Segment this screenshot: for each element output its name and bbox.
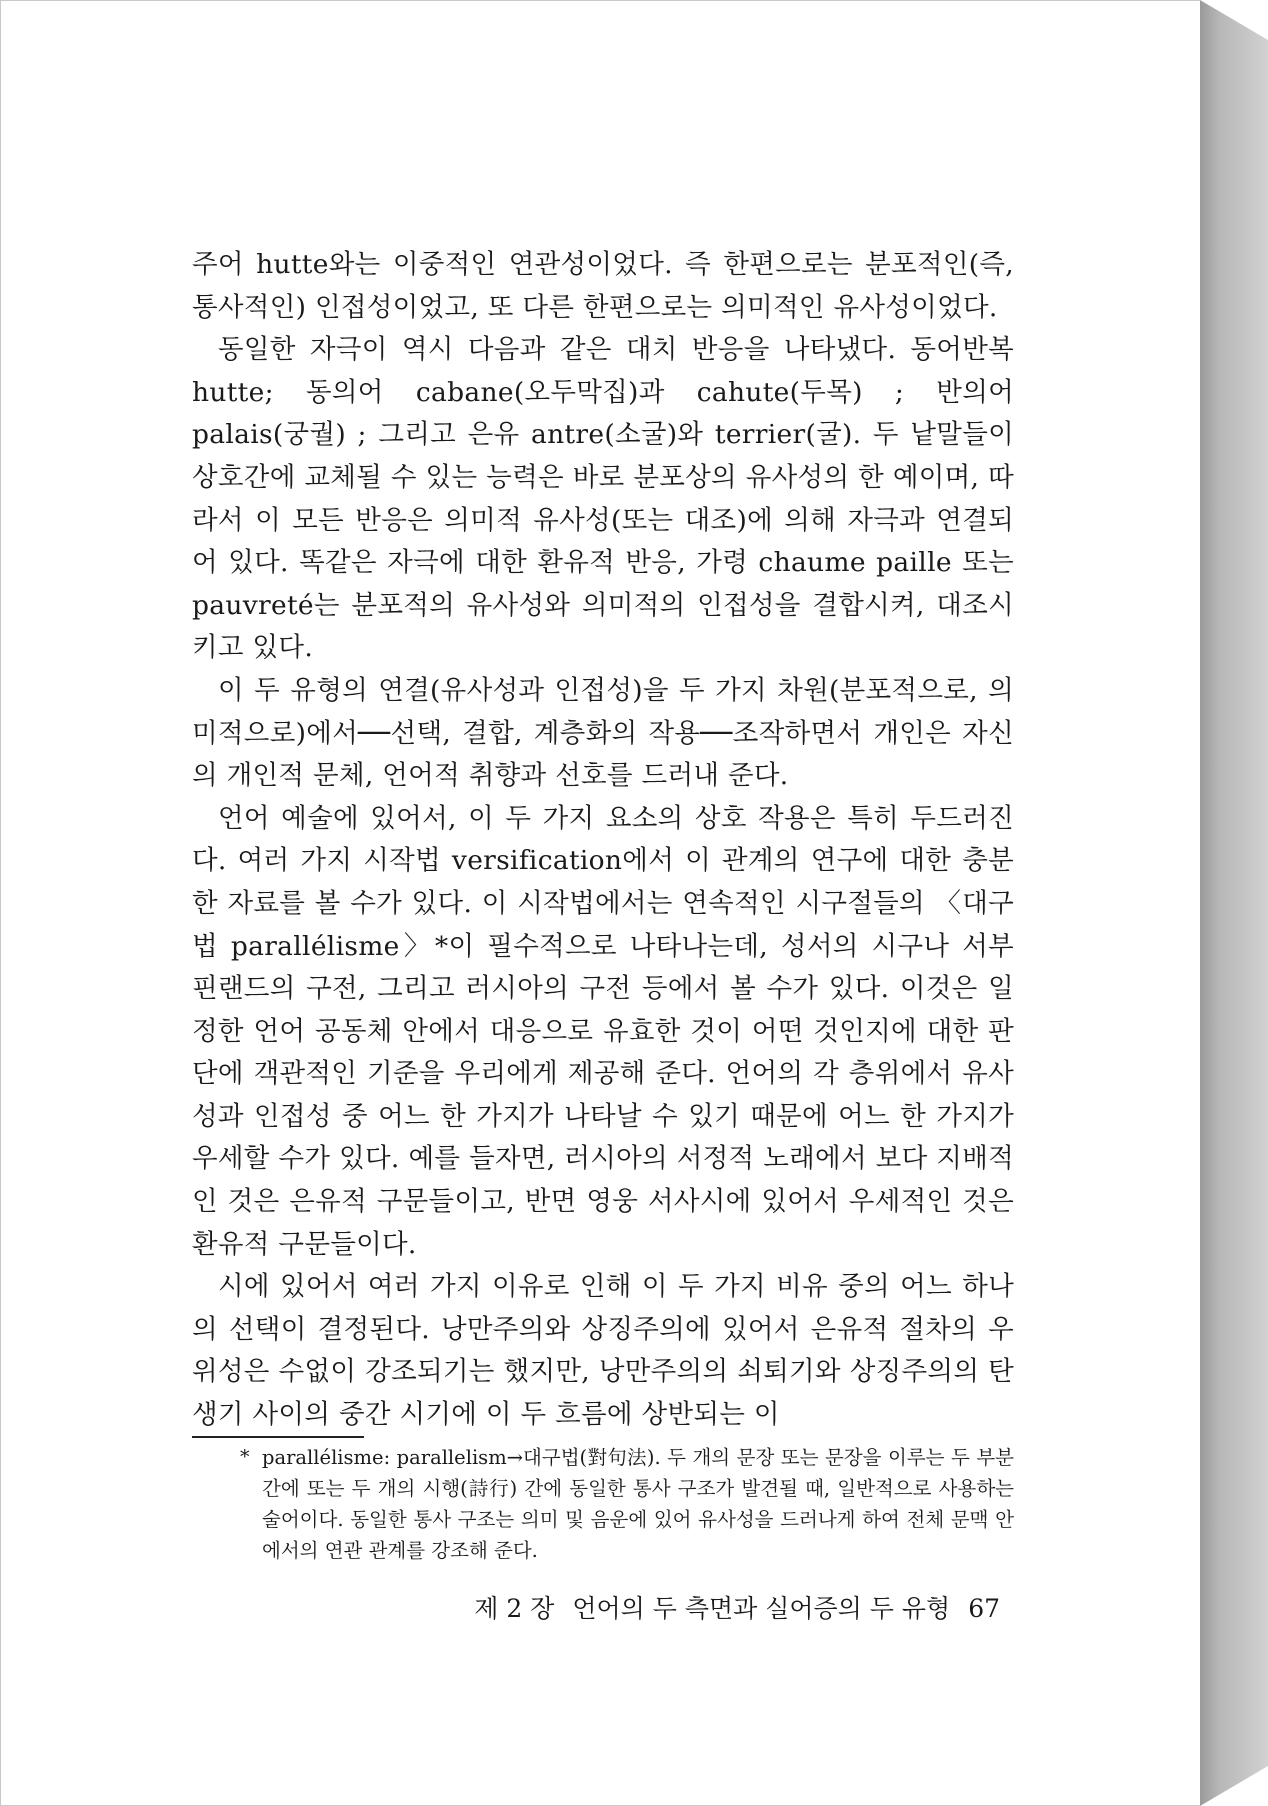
page-number: 67 [968, 1594, 1000, 1623]
footnote-divider [192, 1436, 364, 1438]
running-footer [474, 1589, 1000, 1625]
paragraph-3: 이 두 유형의 연결(유사성과 인접성)을 두 가지 차원(분포적으로, 의미적으로)에서──선택, 결합, 계층화의 작용──조작하면서 개인은 자신의 개인적 문체, 언어적 취향과 선호를 드러내 준다. [192, 674, 1014, 792]
paragraph-2: 동일한 자극이 역시 다음과 같은 대치 반응을 나타냈다. 동어반복 hutte; 동의어 cabane(오두막집)과 cahute(두목) ; 반의어 palais(궁궐) ; 그리고 은유 antre(소굴)와 terrier(굴). 두 낱말들이 상호간에 교체될 수 있는 능력은 바로 분포상의 유사성의 한 예이며, 따라서 이 모든 반응은 의미적 유사성(또는 대조)에 의해 자극과 연결되어 있다. 똑같은 자극에 대한 환유적 반응, 가령 chaume paille 또는 pauvreté는 분포적의 유사성와 의미적의 인접성을 결합시켜, 대조시키고 있다. [192, 334, 1014, 664]
body-text [192, 244, 1014, 1437]
footnote [240, 1442, 1014, 1566]
footnote-text: parallélisme: parallelism→대구법(對句法). 두 개의 문장 또는 문장을 이루는 두 부분 간에 또는 두 개의 시행(詩行) 간에 동일한 통사 구조가 발견될 때, 일반적으로 사용하는 술어이다. 동일한 통사 구조는 의미 및 음운에 있어 유사성을 드러나게 하여 전체 문맥 안에서의 연관 관계를 강조해 준다. [262, 1446, 1014, 1562]
chapter-number: 제 2 장 [474, 1594, 555, 1623]
paragraph-1: 주어 hutte와는 이중적인 연관성이었다. 즉 한편으로는 분포적인(즉, 통사적인) 인접성이었고, 또 다른 한편으로는 의미적인 유사성이었다. [192, 249, 1014, 323]
footnote-marker: * [240, 1446, 250, 1468]
main-text [192, 244, 1014, 1437]
chapter-title: 언어의 두 측면과 실어증의 두 유형 [572, 1594, 951, 1623]
page-stack-edge [1200, 0, 1268, 1806]
paragraph-5: 시에 있어서 여러 가지 이유로 인해 이 두 가지 비유 중의 어느 하나의 선택이 결정된다. 낭만주의와 상징주의에 있어서 은유적 절차의 우위성은 수없이 강조되기는 했지만, 낭만주의의 쇠퇴기와 상징주의의 탄생기 사이의 중간 시기에 이 두 흐름에 상반되는 이 [192, 1271, 1014, 1431]
paragraph-4: 언어 예술에 있어서, 이 두 가지 요소의 상호 작용은 특히 두드러진다. 여러 가지 시작법 versification에서 이 관계의 연구에 대한 충분한 자료를 볼 수가 있다. 이 시작법에서는 연속적인 시구절들의 〈대구법 parallélisme〉*이 필수적으로 나타나는데, 성서의 시구나 서부 핀랜드의 구전, 그리고 러시아의 구전 등에서 볼 수가 있다. 이것은 일정한 언어 공동체 안에서 대응으로 유효한 것이 어떤 것인지에 대한 판단에 객관적인 기준을 우리에게 제공해 준다. 언어의 각 층위에서 유사성과 인접성 중 어느 한 가지가 나타날 수 있기 때문에 어느 한 가지가 우세할 수가 있다. 예를 들자면, 러시아의 서정적 노래에서 보다 지배적인 것은 은유적 구문들이고, 반면 영웅 서사시에 있어서 우세적인 것은 환유적 구문들이다. [192, 802, 1014, 1260]
